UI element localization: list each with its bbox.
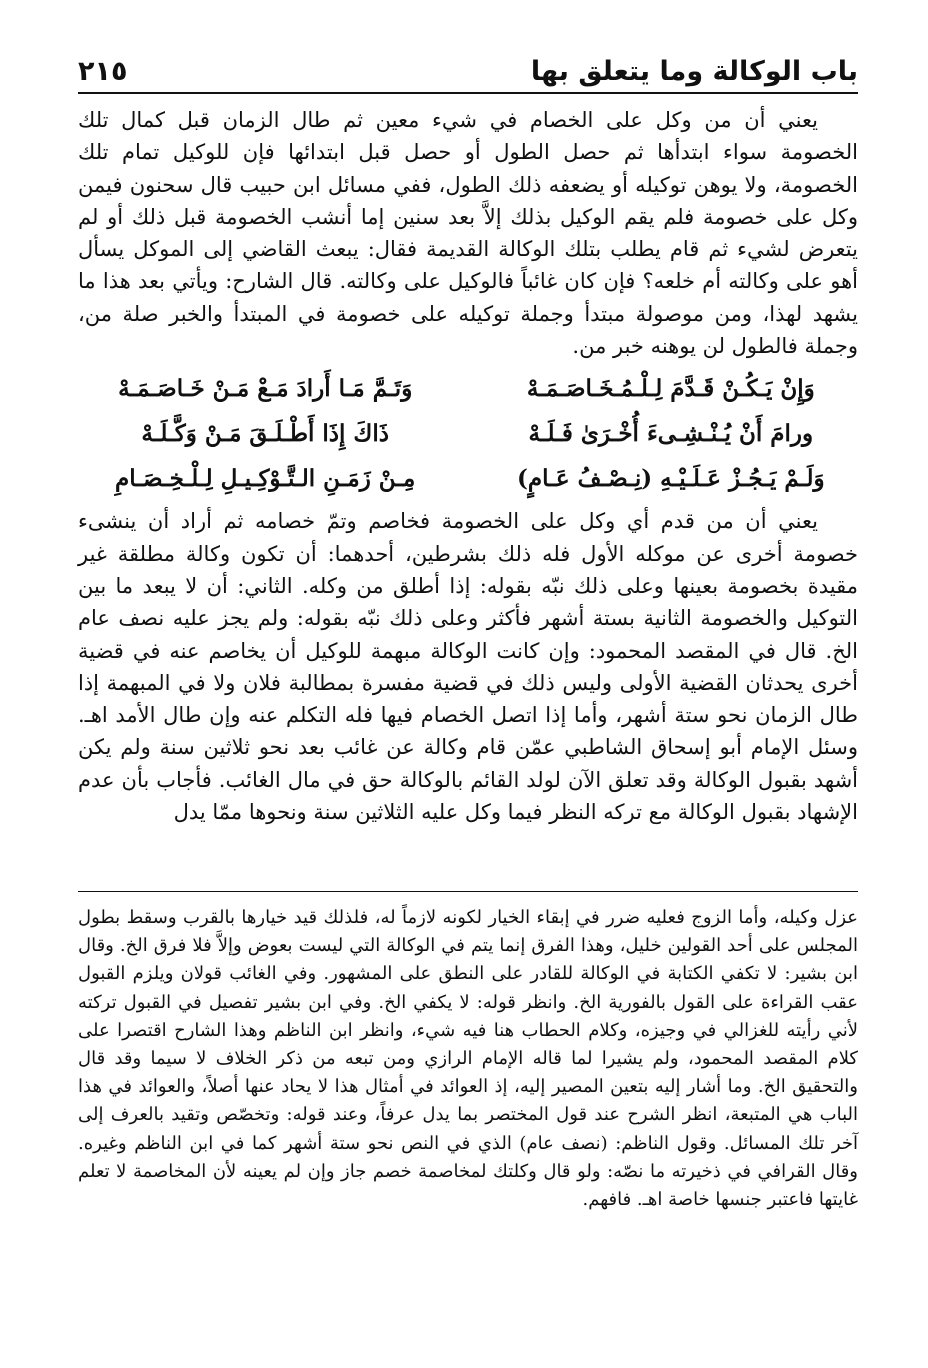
main-text [78, 104, 858, 828]
commentary-paragraph-1: يعني أن من وكل على الخصام في شيء معين ثم طال الزمان قبل كمال تلك الخصومة سواء ابتدأها ثم حصل الطول أو حصل قبل ابتدائها فإن للوكيل تمام تلك الخصومة، ولا يوهن توكيله أو يضعفه ذلك الطول، ففي مسائل ابن حبيب قال سحنون فيمن وكل على خصومة فلم يقم الوكيل بذلك إلاَّ بعد سنين إما أنشب الخصومة قبل ذلك أو لم يتعرض لشيء ثم قام يطلب بتلك الوكالة القديمة فقال: يبعث القاضي إلى الموكل يسأل أهو على وكالته أم خلعه؟ فإن كان غائباً فالوكيل على وكالته. قال الشارح: ويأتي بعد هذا ما يشهد لهذا، ومن موصولة مبتدأ وجملة توكيله على خصومة في المبتدأ والخبر صلة من، وجملة فالطول لن يوهنه خبر من. [78, 108, 858, 359]
verse-second-hemistich: ذَاكَ إِذَا أَطْـلَـقَ مَـنْ وَكَّـلَـهْ [141, 420, 390, 448]
verse-second-hemistich: وَتَـمَّ مَـا أَرادَ مَـعْ مَـنْ خَـاصَـمَـهْ [118, 375, 413, 403]
verse-first-hemistich: ورامَ أَنْ يُـنْـشِـىءَ أُخْـرَىٰ فَـلَـهْ [528, 420, 814, 448]
commentary-paragraph-2: يعني أن من قدم أي وكل على الخصومة فخاصم وتمّ خصامه ثم أراد أن ينشىء خصومة أخرى عن موكله الأول فله ذلك بشرطين، أحدهما: أن تكون وكالة مطلقة غير مقيدة بخصومة بعينها وعلى ذلك نبّه بقوله: إذا أطلق من وكله. الثاني: أن لا يبعد ما بين التوكيل والخصومة الثانية بستة أشهر فأكثر وعلى ذلك نبّه بقوله: ولم يجز عليه نصف عام الخ. قال في المقصد المحمود: وإن كانت الوكالة مبهمة للوكيل أن يخاصم عنه في قضية أخرى يحدثان القضية الأولى وليس ذلك في قضية مفسرة بمطالبة فلان ولا في المبهمة إذا طال الزمان نحو ستة أشهر، وأما إذا اتصل الخصام فيها فله التكلم عنه وإن طال الأمد اهـ. وسئل الإمام أبو إسحاق الشاطبي عمّن قام وكالة عن غائب بعد نحو ثلاثين سنة ولم يكن أشهد بقبول الوكالة وقد تعلق الآن لولد القائم بالوكالة حق في مال الغائب. فأجاب بأن عدم الإشهاد بقبول الوكالة مع تركه النظر فيما وكل عليه الثلاثين سنة ونحوها ممّا يدل [78, 509, 858, 825]
footnote-separator [78, 891, 858, 892]
page-number: ٢١٥ [78, 56, 128, 87]
verse-line [78, 411, 858, 456]
verse-first-hemistich: وَلَـمْ يَـجُـزْ عَـلَـيْـهِ (نِـصْـفُ عَـامٍ) [517, 465, 825, 493]
verse-line [78, 456, 858, 501]
poem-verses [78, 366, 858, 501]
chapter-title: باب الوكالة وما يتعلق بها [530, 56, 858, 87]
verse-second-hemistich: مِـنْ زَمَـنِ الـتَّـوْكِـيـلِ لِـلْـخِـصَـامِ [115, 465, 416, 493]
verse-first-hemistich: وَإِنْ يَـكُـنْ قَـدَّمَ لِـلْـمُـخَـاصَـمَـهْ [526, 375, 815, 403]
verse-line [78, 366, 858, 411]
running-header [78, 52, 858, 94]
footnotes [78, 904, 858, 1214]
footnote-text: عزل وكيله، وأما الزوج فعليه ضرر في إبقاء الخيار لكونه لازماً له، فلذلك قيد خيارها بالقرب وسقط بطول المجلس على أحد القولين خليل، وهذا الفرق إنما يتم في الوكالة التي ليست بعوض وإلاَّ فلا فرق الخ. وقال ابن بشير: لا تكفي الكتابة في الوكالة للقادر على النطق على المشهور. وفي الغائب قولان ويلزم القبول عقب القراءة على القول بالفورية الخ. وانظر قوله: لا يكفي الخ. وفي ابن بشير تفصيل في القبول تركته لأني رأيته للغزالي في وجيزه، وكلام الحطاب هنا فيه شيء، وانظر ابن الناظم وهذا الشارح اقتصرا على كلام المقصد المحمود، ولم يشيرا لما قاله الإمام الرازي ومن تبعه من ذكر الخلاف لا سيما وقد قال والتحقيق الخ. وما أشار إليه بتعين المصير إليه، إذ العوائد في أمثال هذا لا يحاد عنها أصلاً، والعوائد في هذا الباب هي المتبعة، انظر الشرح عند قول المختصر بما يدل عرفاً، وعند قوله: وتخصّص وتقيد بالعرف إلى آخر تلك المسائل. وقول الناظم: (نصف عام) الذي في النص نحو ستة أشهر كما في ابن الناظم وغيره. وقال القرافي في ذخيرته ما نصّه: ولو قال وكلتك لمخاصمة خصم جاز وإن لم يعينه لأن المخاصمة لا تعلم غايتها فاعتبر جنسها خاصة اهـ. فافهم. [78, 907, 858, 1211]
